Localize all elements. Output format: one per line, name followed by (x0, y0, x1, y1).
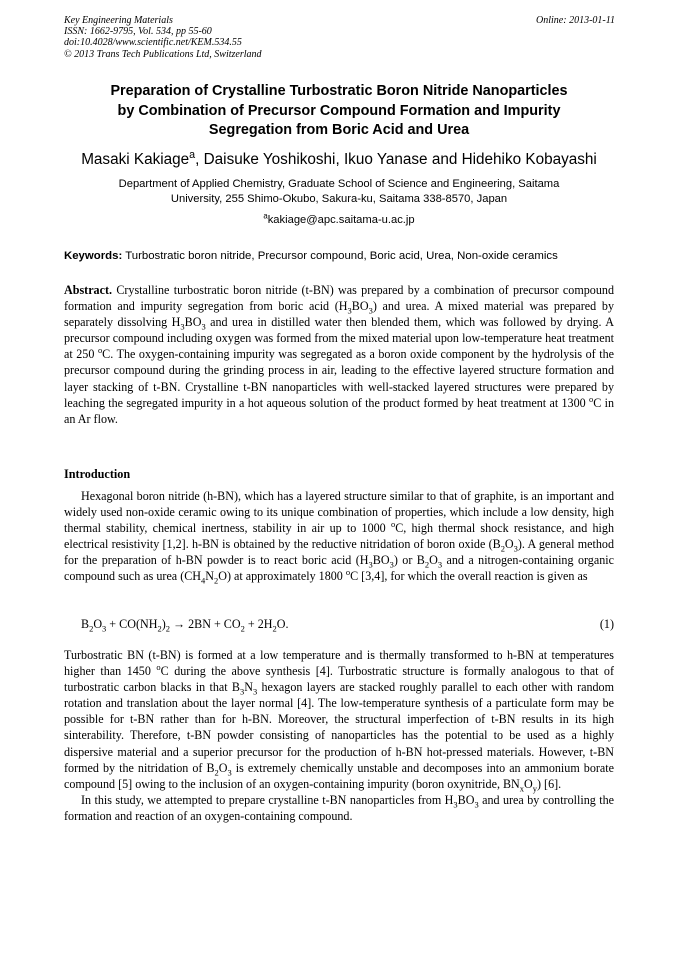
keywords-label: Keywords: (64, 250, 123, 262)
body-text: In this study, we attempted to prepare crystalline t-BN nanoparticles from H (81, 792, 454, 807)
subscript: 3 (368, 559, 373, 570)
equation-text: + 2H (244, 617, 273, 631)
equation-text: ) (161, 617, 166, 631)
issn-line: ISSN: 1662-9795, Vol. 534, pp 55-60 (64, 26, 212, 38)
subscript: 2 (157, 623, 162, 634)
subscript: 3 (180, 321, 185, 332)
author-list (64, 148, 614, 169)
subscript: 3 (239, 686, 245, 697)
body-text: N (244, 680, 253, 695)
subscript: 3 (513, 543, 518, 554)
body-text: hexagon layers are stacked roughly parallel to each other with random rotation and translation about the layer normal [4]. The low-temperature synthesis of a particulate form may be possible for t-BN rather than for h-BN. Moreover, the structural imperfection of t-BN results in its high sinterability. Therefore, t-BN powder consisting of nanoparticles has the potential to be used as a highly dispersive material and a superior precursor for the production of h-BN hot-pressed materials. However, t-BN formed by the nitridation of B (64, 680, 615, 775)
subscript: 2 (424, 559, 430, 570)
author-separator: , (335, 151, 344, 168)
equation-text: + CO(NH (106, 617, 158, 631)
title-line-2: by Combination of Precursor Compound Formation and Impurity (117, 102, 561, 119)
affiliation-line-2: University, 255 Shimo-Okubo, Sakura-ku, Saitama 338-8570, Japan (170, 193, 508, 205)
subscript: 3 (252, 686, 258, 697)
body-text: N (205, 569, 214, 584)
subscript: 3 (437, 559, 443, 570)
equation-text: O (93, 617, 103, 631)
body-text: C, high thermal shock resistance, and high electrical resistivity [1,2]. h-BN is obtained by the reductive nitridation of boron oxide (B (64, 521, 614, 552)
copyright-line: © 2013 Trans Tech Publications Ltd, Switzerland (64, 48, 262, 60)
degree-sup: o (156, 662, 161, 673)
equation-text: B (81, 617, 90, 631)
abstract-text: BO (351, 299, 369, 314)
body-text: ) [6]. (537, 776, 562, 791)
body-text: is extremely chemically unstable and decomposes into an ammonium borate compound [5] owing to the inclusion of an oxygen-containing impurity (boron oxynitride, BN (64, 760, 614, 791)
title-line-1: Preparation of Crystalline Turbostratic Boron Nitride Nanoparticles (110, 83, 568, 99)
author-separator: , (195, 151, 204, 168)
email-address: kakiage@apc.saitama-u.ac.jp (267, 214, 415, 226)
abstract-text: C. The oxygen-containing impurity was segregated as a boron oxide component by the hydrolysis of the precursor compound during the grinding process in air, leading to the effective layered structure formation and layer stacking of t-BN. Crystalline t-BN nanoparticles with well-stacked layered structures were prepared by leaching the segregated impurity in a hot aqueous solution of the product formed by heat treatment at 1300 (64, 347, 615, 410)
abstract-text: ) and urea. A mixed material was prepared by separately dissolving H (64, 299, 614, 330)
equation-number: (1) (599, 617, 614, 631)
body-text: C during the above synthesis [4]. Turbostratic structure is formally analogous to that of turbostratic carbon blacks in that B (64, 664, 615, 695)
affiliation-line-1: Department of Applied Chemistry, Graduate School of Science and Engineering, Saitama (118, 178, 560, 190)
online-date: Online: 2013-01-11 (536, 15, 615, 26)
subscript: 3 (102, 623, 107, 634)
subscript: 3 (201, 321, 206, 332)
subscript: 2 (165, 623, 170, 634)
subscript: 2 (500, 543, 505, 554)
body-text: O) at approximately 1800 (218, 569, 346, 584)
abstract-text: BO (184, 315, 202, 330)
abstract-text: C in an Ar flow. (64, 395, 614, 426)
subscript: 2 (89, 623, 94, 634)
body-text: ). A general method for the preparation of h-BN powder is to react boric acid (H (64, 537, 614, 568)
degree-sup: o (588, 393, 594, 404)
equation-1 (81, 617, 614, 632)
body-text: BO (457, 792, 475, 807)
paper-title (64, 82, 614, 141)
body-text: O (524, 776, 533, 791)
abstract-label: Abstract. (64, 283, 113, 297)
author-2: Daisuke Yoshikoshi (203, 151, 336, 168)
title-line-3: Segregation from Boric Acid and Urea (208, 122, 470, 138)
body-text: O (218, 760, 228, 775)
subscript: 3 (368, 305, 373, 316)
body-text: and a nitrogen-containing organic compound such as urea (CH (64, 553, 614, 584)
body-text: BO (372, 553, 390, 568)
doi-line: doi:10.4028/www.scientific.net/KEM.534.55 (64, 37, 242, 49)
subscript: y (532, 783, 537, 794)
subscript: 2 (214, 767, 219, 778)
journal-header (64, 15, 262, 60)
intro-paragraph-1 (64, 488, 614, 585)
keywords (64, 249, 624, 263)
intro-paragraph-2 (64, 647, 614, 792)
subscript: 3 (389, 559, 394, 570)
keywords-text: Turbostratic boron nitride, Precursor compound, Boric acid, Urea, Non-oxide ceramics (122, 250, 558, 262)
subscript: 3 (347, 305, 352, 316)
abstract-text: Crystalline turbostratic boron nitride (t-BN) was prepared by a combination of precursor compound formation and impurity segregation from boric acid (H (64, 283, 614, 314)
equation-text: → 2BN + CO (169, 617, 241, 631)
body-text: Hexagonal boron nitride (h-BN), which has a layered structure similar to that of graphite, is an important and widely used non-oxide ceramic owing to its unique combination of properties, which include a low density, high thermal stability, chemical inertness, stability in air up to 1000 (64, 489, 614, 536)
degree-sup: o (97, 345, 103, 356)
subscript: 2 (214, 575, 219, 586)
abstract (64, 282, 614, 427)
author-email (64, 213, 614, 227)
equation-text: O. (276, 617, 289, 631)
abstract-text: and urea in distilled water then blended them, which was followed by drying. A precursor compound including oxygen was formed from the mixed material upon low-temperature heat treatment at 250 (64, 315, 614, 362)
subscript: 2 (240, 623, 245, 634)
subscript: 3 (474, 799, 479, 810)
subscript: 2 (272, 623, 277, 634)
author-1-affil-sup: a (189, 148, 196, 161)
section-heading-introduction: Introduction (64, 467, 131, 481)
body-text: C [3,4], for which the overall reaction is given as (350, 569, 588, 584)
degree-sup: o (345, 567, 351, 578)
author-3-4: Ikuo Yanase and Hidehiko Kobayashi (343, 151, 597, 168)
email-sup: a (263, 211, 268, 221)
degree-sup: o (390, 519, 396, 530)
intro-paragraph-3 (64, 792, 614, 824)
body-text: Turbostratic BN (t-BN) is formed at a low temperature and is thermally transformed to h-BN at temperatures higher than 1450 (64, 648, 614, 679)
subscript: 3 (227, 767, 232, 778)
intro-continued (64, 647, 614, 824)
journal-name: Key Engineering Materials (64, 15, 173, 26)
affiliation (64, 177, 614, 207)
author-1: Masaki Kakiage (81, 151, 190, 168)
body-text: and urea by controlling the formation and reaction of an oxygen-containing compound. (64, 792, 615, 823)
subscript: x (519, 783, 525, 794)
subscript: 3 (453, 799, 458, 810)
body-text: ) or B (393, 553, 425, 568)
body-text: O (429, 553, 438, 568)
body-text: O (504, 537, 514, 552)
subscript: 4 (201, 575, 206, 586)
